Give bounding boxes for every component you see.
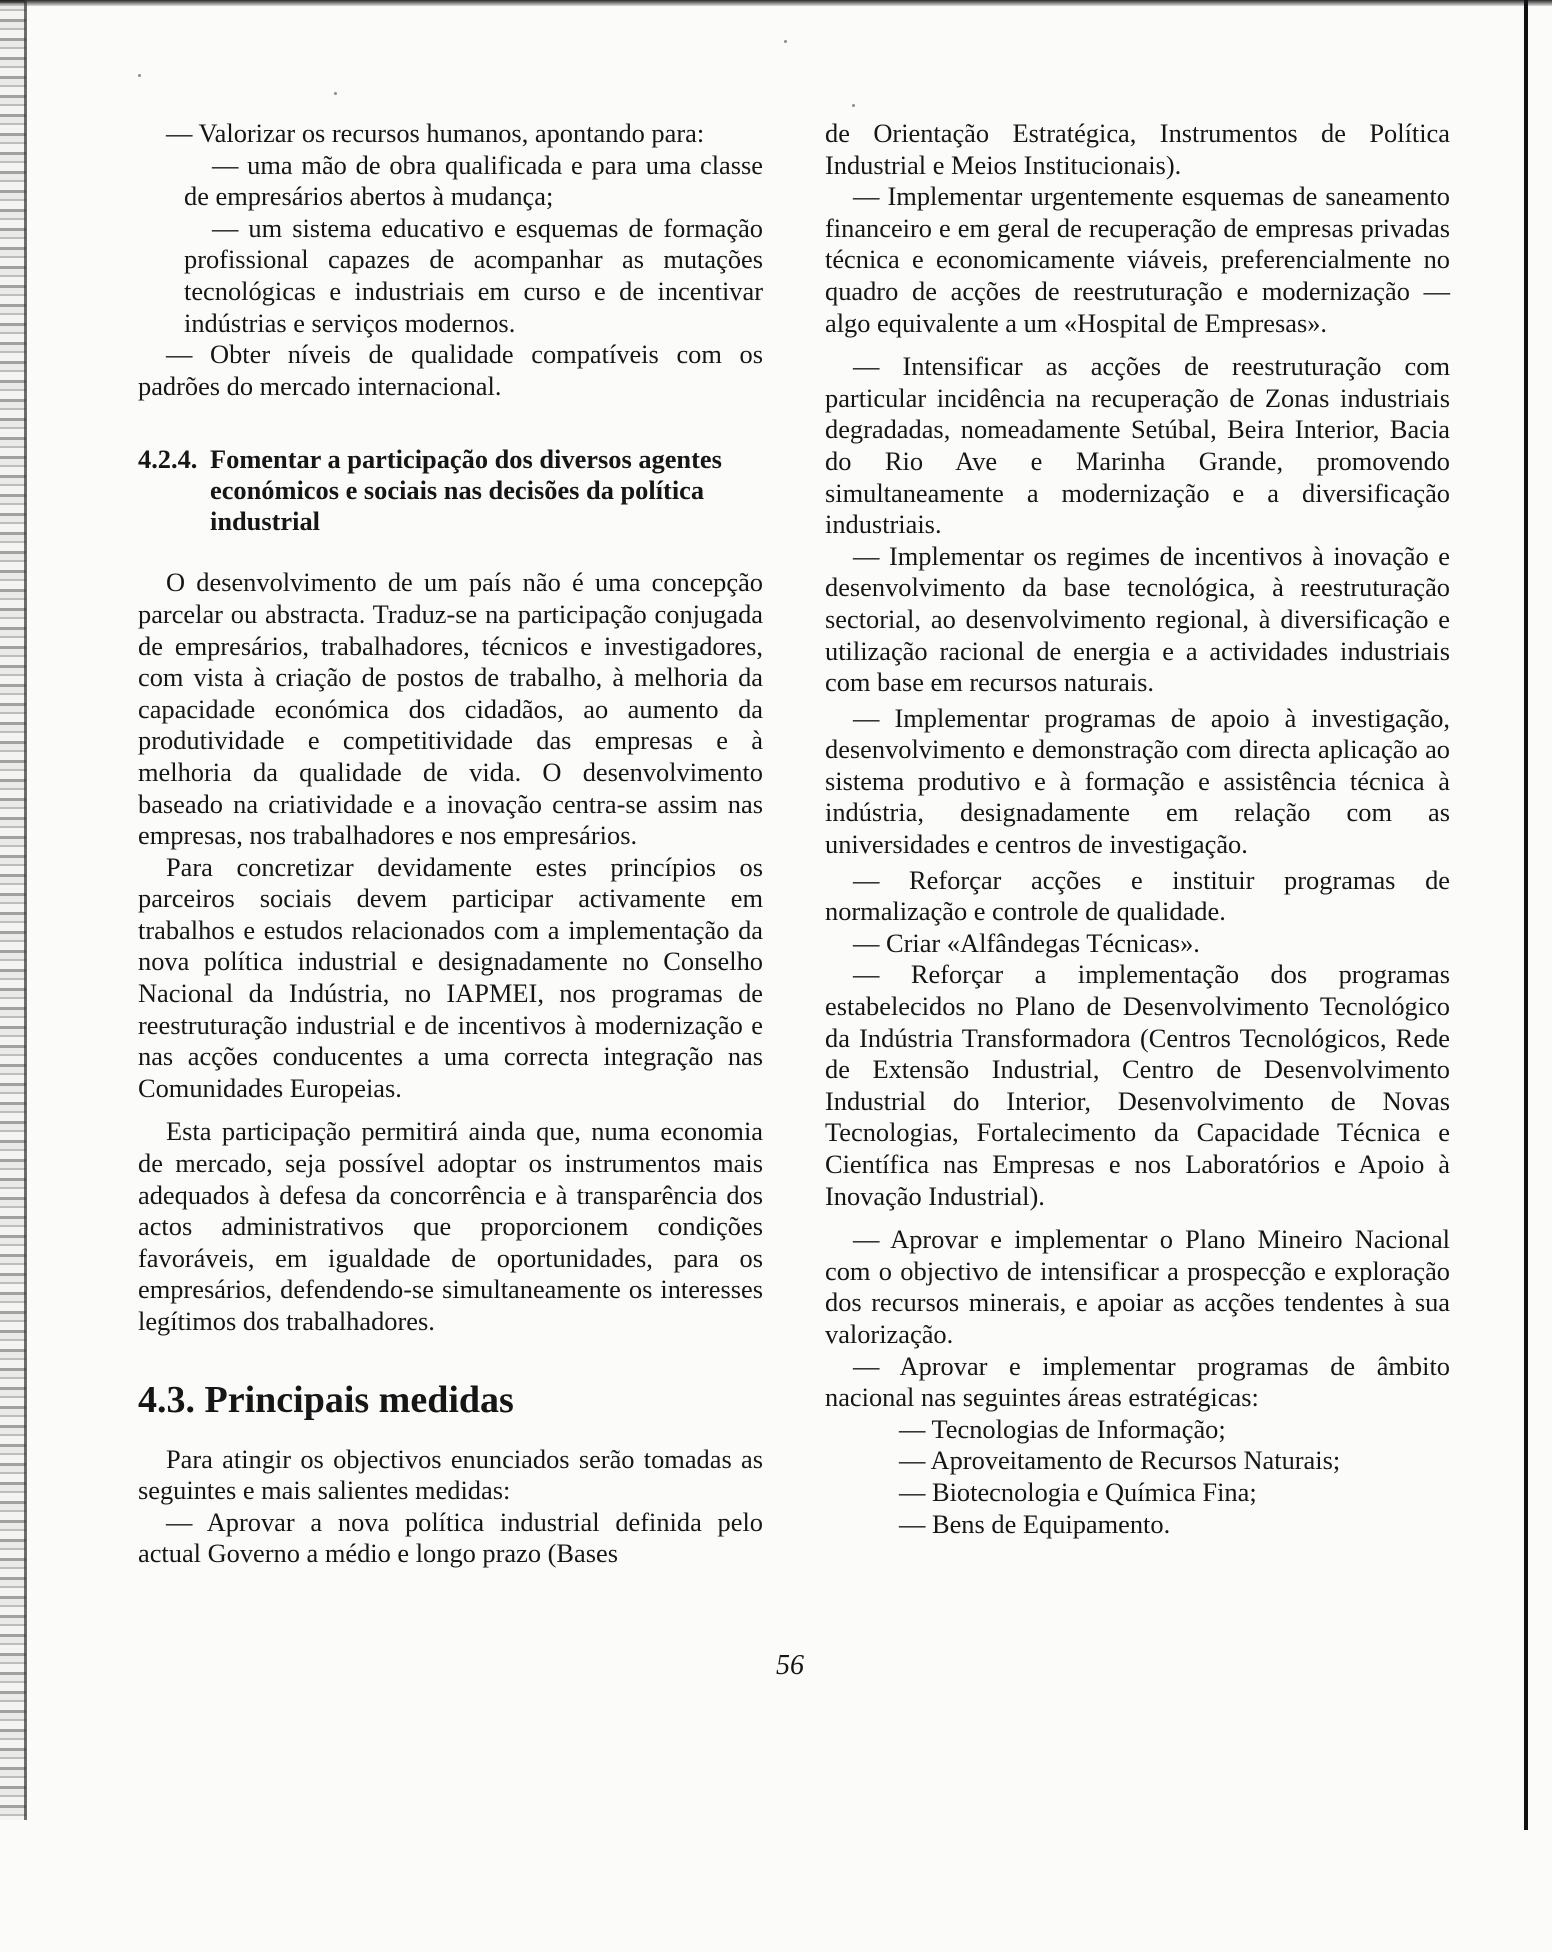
section-title: Fomentar a participação dos diversos agentes económicos e sociais nas decisões da política industrial <box>210 444 722 537</box>
sub-item: — um sistema educativo e esquemas de formação profissional capazes de acompanhar as mutações tecnológicas e industriais em curso e de incentivar indústrias e serviços modernos. <box>184 212 763 338</box>
paragraph: — Implementar programas de apoio à investigação, desenvolvimento e demonstração com directa aplicação ao sistema produtivo e à formação e assistência técnica à indústria, designadamente em relação com as universidades e centros de investigação. <box>825 702 1450 860</box>
list-item: — Bens de Equipamento. <box>899 1508 1171 1539</box>
sub-item: — uma mão de obra qualificada e para uma classe de empresários abertos à mudança; <box>184 149 763 212</box>
paragraph: — Valorizar os recursos humanos, apontando para: <box>166 118 705 148</box>
paragraph: Esta participação permitirá ainda que, numa economia de mercado, seja possível adoptar os instrumentos mais adequados à defesa da concorrência e à transparência dos actos administrativos que proporcionem condições favoráveis, em igualdade de oportunidades, para os empresários, defendendo-se simultaneamente os interesses legítimos dos trabalhadores. <box>138 1116 763 1336</box>
right-column <box>825 118 1450 1540</box>
list-item: — Tecnologias de Informação; <box>899 1413 1226 1444</box>
section-number: 4.2.4. <box>138 444 198 475</box>
paragraph: Para concretizar devidamente estes princípios os parceiros sociais devem participar activamente em trabalhos e estudos relacionados com a implementação da nova política industrial e designadamente no Conselho Nacional da Indústria, no IAPMEI, nos programas de reestruturação industrial e de incentivos à modernização e nas acções conducentes a uma correcta integração nas Comunidades Europeias. <box>138 851 763 1103</box>
section-heading <box>138 444 763 537</box>
paragraph: — Reforçar acções e instituir programas de normalização e controle de qualidade. <box>825 864 1450 927</box>
scan-speck <box>138 74 141 77</box>
paragraph: Para atingir os objectivos enunciados serão tomadas as seguintes e mais salientes medidas: <box>138 1443 763 1506</box>
paragraph: de Orientação Estratégica, Instrumentos de Política Industrial e Meios Institucionais). <box>825 118 1450 180</box>
scan-speck <box>784 40 787 43</box>
page-number: 56 <box>776 1650 804 1681</box>
list-item: — Biotecnologia e Química Fina; <box>899 1476 1257 1507</box>
paragraph: — Reforçar a implementação dos programas estabelecidos no Plano de Desenvolvimento Tecnológico da Indústria Transformadora (Centros Tecnológicos, Rede de Extensão Industrial, Centro de Desenvolvimento Industrial do Interior, Desenvolvimento de Novas Tecnologias, Fortalecimento da Capacidade Técnica e Científica nas Empresas e nos Laboratórios e Apoio à Inovação Industrial). <box>825 959 1450 1211</box>
scan-speck <box>334 92 337 95</box>
paragraph: O desenvolvimento de um país não é uma concepção parcelar ou abstracta. Traduz-se na participação conjugada de empresários, trabalhadores, técnicos e investigadores, com vista à criação de postos de trabalho, à melhoria da capacidade económica dos cidadãos, ao aumento da produtividade e competitividade das empresas e à melhoria da qualidade de vida. O desenvolvimento baseado na criatividade e a inovação centra-se assim nas empresas, nos trabalhadores e nos empresários. <box>138 567 763 851</box>
paragraph: — Aprovar e implementar o Plano Mineiro Nacional com o objectivo de intensificar a prospecção e exploração dos recursos minerais, e apoiar as acções tendentes à sua valorização. <box>825 1224 1450 1349</box>
scan-speck <box>852 104 855 107</box>
scan-top-edge <box>0 0 1552 6</box>
paragraph: — Aprovar e implementar programas de âmbito nacional nas seguintes áreas estratégicas: <box>825 1350 1450 1413</box>
paragraph: — Obter níveis de qualidade compatíveis com os padrões do mercado internacional. <box>138 339 763 401</box>
paragraph: — Aprovar a nova política industrial definida pelo actual Governo a médio e longo prazo (Bases <box>138 1506 763 1569</box>
paragraph: — Implementar urgentemente esquemas de saneamento financeiro e em geral de recuperação de empresas privadas técnica e economicamente viáveis, preferencialmente no quadro de acções de reestruturação e modernização — algo equivalente a um «Hospital de Empresas». <box>825 181 1450 338</box>
paragraph: — Implementar os regimes de incentivos à inovação e desenvolvimento da base tecnológica, à reestruturação sectorial, ao desenvolvimento regional, à diversificação e utilização racional de energia e a actividades industriais com base em recursos naturais. <box>825 540 1450 698</box>
major-heading: 4.3. Principais medidas <box>138 1378 514 1421</box>
left-column <box>138 118 763 1570</box>
scan-left-border <box>24 0 27 1820</box>
paragraph: — Criar «Alfândegas Técnicas». <box>853 927 1200 958</box>
scan-left-edge <box>0 0 26 1820</box>
scan-right-border <box>1524 0 1528 1830</box>
paragraph: — Intensificar as acções de reestruturação com particular incidência na recuperação de Zonas industriais degradadas, nomeadamente Setúbal, Beira Interior, Bacia do Rio Ave e Marinha Grande, promovendo simultaneamente a modernização e a diversificação industriais. <box>825 351 1450 540</box>
list-item: — Aproveitamento de Recursos Naturais; <box>899 1445 1341 1476</box>
